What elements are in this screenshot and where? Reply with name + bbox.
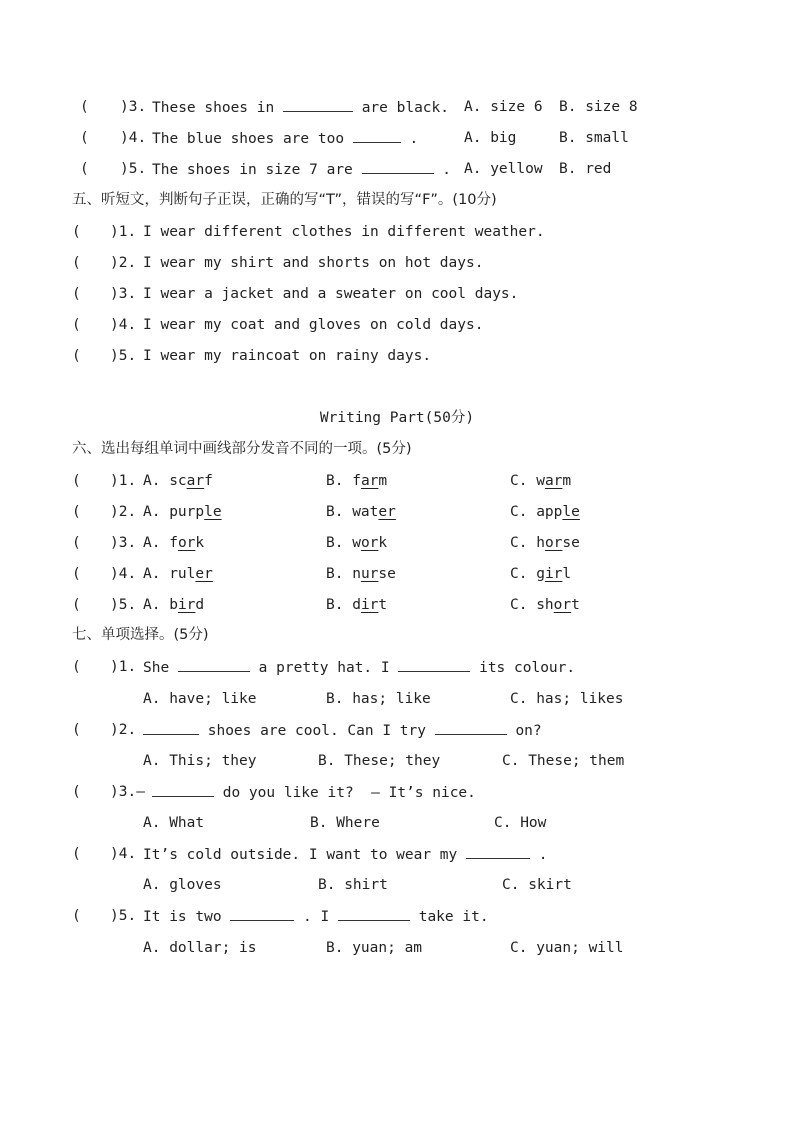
answer-paren[interactable]: ( bbox=[72, 473, 81, 489]
blank[interactable] bbox=[143, 720, 199, 735]
blank[interactable] bbox=[338, 906, 410, 921]
blank[interactable] bbox=[466, 844, 530, 859]
option-b[interactable]: B. shirt bbox=[318, 877, 388, 893]
option-c[interactable]: C. has; likes bbox=[510, 691, 624, 707]
option-b[interactable]: B. yuan; am bbox=[326, 940, 423, 956]
option-a: A. fork bbox=[143, 535, 205, 551]
option-c[interactable]: C. yuan; will bbox=[510, 940, 624, 956]
blank[interactable] bbox=[283, 97, 353, 112]
underlined-letters: le bbox=[562, 504, 580, 520]
blank[interactable] bbox=[178, 657, 250, 672]
option-c[interactable]: C. skirt bbox=[502, 877, 572, 893]
mc-question-5: ( )5. It is two . I take it. bbox=[72, 908, 489, 925]
answer-paren[interactable]: ( bbox=[72, 846, 81, 862]
option-c: C. short bbox=[510, 597, 580, 613]
answer-paren[interactable]: ( bbox=[72, 597, 81, 613]
option-b: B. nurse bbox=[326, 566, 396, 582]
section6-heading: 六、选出每组单词中画线部分发音不同的一项。(5分) bbox=[72, 441, 412, 457]
option-b: B. work bbox=[326, 535, 388, 551]
writing-part-title: Writing Part(50分) bbox=[319, 410, 475, 426]
blank[interactable] bbox=[362, 159, 434, 174]
answer-paren[interactable]: ( bbox=[72, 784, 81, 800]
underlined-letters: or bbox=[544, 535, 563, 551]
answer-paren[interactable]: ( bbox=[80, 130, 89, 146]
underlined-letters: ur bbox=[360, 566, 379, 582]
option-a: A. bird bbox=[143, 597, 205, 613]
blank[interactable] bbox=[398, 657, 470, 672]
answer-paren[interactable]: ( bbox=[72, 286, 81, 302]
option-a[interactable]: A. have; like bbox=[143, 691, 257, 707]
answer-paren[interactable]: ( bbox=[80, 99, 89, 115]
underlined-letters: ir bbox=[360, 597, 379, 613]
option-a[interactable]: A. gloves bbox=[143, 877, 222, 893]
option-b: B. water bbox=[326, 504, 396, 520]
underlined-letters: ar bbox=[186, 473, 205, 489]
option-a[interactable]: A. This; they bbox=[143, 753, 257, 769]
option-c: C. warm bbox=[510, 473, 572, 489]
option-c: C. girl bbox=[510, 566, 572, 582]
underlined-letters: ir bbox=[544, 566, 563, 582]
option-b[interactable]: B. Where bbox=[310, 815, 380, 831]
underlined-letters: or bbox=[553, 597, 572, 613]
answer-paren[interactable]: ( bbox=[72, 659, 81, 675]
phonics-item: ( )5. A. bird B. dirt C. short bbox=[72, 597, 580, 613]
underlined-letters: er bbox=[195, 566, 213, 582]
answer-paren[interactable]: ( bbox=[80, 161, 89, 177]
option-a[interactable]: A. What bbox=[143, 815, 205, 831]
answer-paren[interactable]: ( bbox=[72, 224, 81, 240]
option-a[interactable]: A. dollar; is bbox=[143, 940, 257, 956]
mc-question-1: ( )1. She a pretty hat. I its colour. bbox=[72, 659, 576, 676]
answer-paren[interactable]: ( bbox=[72, 504, 81, 520]
mc-question-4: ( )4. It’s cold outside. I want to wear my . bbox=[72, 846, 548, 863]
answer-paren[interactable]: ( bbox=[72, 348, 81, 364]
answer-paren[interactable]: ( bbox=[72, 722, 81, 738]
listen-item-5: ( )5. The shoes in size 7 are . A. yellow B. red bbox=[80, 161, 612, 178]
option-c[interactable]: C. These; them bbox=[502, 753, 625, 769]
underlined-letters: or bbox=[177, 535, 196, 551]
underlined-letters: or bbox=[360, 535, 379, 551]
answer-paren[interactable]: ( bbox=[72, 317, 81, 333]
option-c: C. apple bbox=[510, 504, 580, 520]
phonics-item: ( )1. A. scarf B. farm C. warm bbox=[72, 473, 572, 489]
option-c: C. horse bbox=[510, 535, 580, 551]
phonics-item: ( )3. A. fork B. work C. horse bbox=[72, 535, 580, 551]
mc-question-2: ( )2. shoes are cool. Can I try on? bbox=[72, 722, 542, 739]
answer-paren[interactable]: ( bbox=[72, 535, 81, 551]
option-b[interactable]: B. These; they bbox=[318, 753, 441, 769]
option-a: A. purple bbox=[143, 504, 222, 520]
mc-options-5 bbox=[143, 938, 624, 978]
blank[interactable] bbox=[230, 906, 294, 921]
section7-heading: 七、单项选择。(5分) bbox=[72, 627, 209, 643]
section5-heading: 五、听短文，判断句子正误，正确的写“T”，错误的写“F”。(10分) bbox=[72, 192, 497, 208]
underlined-letters: er bbox=[378, 504, 396, 520]
option-b: B. dirt bbox=[326, 597, 388, 613]
answer-paren[interactable]: ( bbox=[72, 566, 81, 582]
option-b[interactable]: B. has; like bbox=[326, 691, 431, 707]
phonics-item: ( )2. A. purple B. water C. apple bbox=[72, 504, 580, 520]
blank[interactable] bbox=[152, 782, 214, 797]
option-a: A. ruler bbox=[143, 566, 213, 582]
blank[interactable] bbox=[435, 720, 507, 735]
underlined-letters: ar bbox=[544, 473, 563, 489]
mc-question-3: ( )3.— do you like it? — It’s nice. bbox=[72, 784, 476, 801]
underlined-letters: le bbox=[204, 504, 222, 520]
answer-paren[interactable]: ( bbox=[72, 908, 81, 924]
blank[interactable] bbox=[353, 128, 401, 143]
listen-item-4: ( )4. The blue shoes are too . A. big B. small bbox=[80, 130, 629, 147]
answer-paren[interactable]: ( bbox=[72, 255, 81, 271]
underlined-letters: ar bbox=[360, 473, 379, 489]
listen-item-3: ( )3. These shoes in are black. A. size 6 B. size 8 bbox=[80, 99, 638, 116]
option-c[interactable]: C. How bbox=[494, 815, 547, 831]
phonics-item: ( )4. A. ruler B. nurse C. girl bbox=[72, 566, 572, 582]
option-b: B. farm bbox=[326, 473, 388, 489]
underlined-letters: ir bbox=[177, 597, 196, 613]
option-a: A. scarf bbox=[143, 473, 213, 489]
